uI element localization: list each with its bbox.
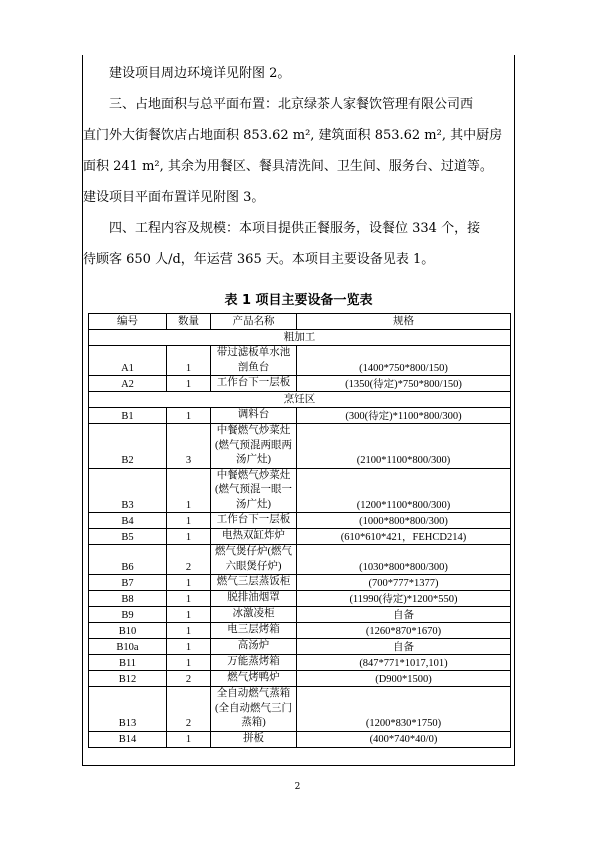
paragraph-scope <box>83 213 513 275</box>
cell-qty: 1 <box>167 623 211 639</box>
cell-id: A1 <box>89 346 167 376</box>
table-body <box>89 330 511 748</box>
cell-qty: 1 <box>167 529 211 545</box>
table-row <box>89 623 511 639</box>
paragraph-environment <box>83 58 513 89</box>
cell-id: B3 <box>89 468 167 513</box>
cell-id: B10 <box>89 623 167 639</box>
text-line: 直门外大街餐饮店占地面积 853.62 m², 建筑面积 853.62 m², 其中厨房 <box>83 128 503 143</box>
cell-spec: 自备 <box>297 607 511 623</box>
cell-spec: (1350(待定)*750*800/150) <box>297 376 511 392</box>
cell-qty: 1 <box>167 591 211 607</box>
cell-name: 调料台 <box>211 408 297 424</box>
cell-name: 电热双缸炸炉 <box>211 529 297 545</box>
cell-id: B12 <box>89 671 167 687</box>
cell-spec: (2100*1100*800/300) <box>297 424 511 469</box>
table-row <box>89 591 511 607</box>
table-header-row <box>89 314 511 330</box>
cell-name: 电三层烤箱 <box>211 623 297 639</box>
cell-qty: 1 <box>167 376 211 392</box>
cell-spec: 自备 <box>297 639 511 655</box>
cell-spec: (1200*1100*800/300) <box>297 468 511 513</box>
page-number: 2 <box>294 782 301 792</box>
cell-spec: (11990(待定)*1200*550) <box>297 591 511 607</box>
cell-qty: 1 <box>167 513 211 529</box>
section-label: 烹饪区 <box>89 392 511 408</box>
header-name: 产品名称 <box>211 314 297 330</box>
table-section-row <box>89 392 511 408</box>
table-row <box>89 639 511 655</box>
cell-id: B9 <box>89 607 167 623</box>
cell-name: 工作台下一层板 <box>211 513 297 529</box>
paragraph-land-area <box>83 89 513 213</box>
cell-qty: 2 <box>167 671 211 687</box>
header-id: 编号 <box>89 314 167 330</box>
header-spec: 规格 <box>297 314 511 330</box>
cell-name: 中餐燃气炒菜灶(燃气预混两眼两汤广灶) <box>211 424 297 469</box>
cell-name: 冰激凌柜 <box>211 607 297 623</box>
table-row <box>89 731 511 747</box>
table-row <box>89 575 511 591</box>
table-row <box>89 376 511 392</box>
text-line: 建设项目周边环境详见附图 2。 <box>109 66 291 81</box>
cell-name: 全自动燃气蒸箱(全自动燃气三门蒸箱) <box>211 687 297 732</box>
table-row <box>89 513 511 529</box>
cell-spec: (1030*800*800/300) <box>297 545 511 575</box>
header-qty: 数量 <box>167 314 211 330</box>
cell-name: 脱排油烟罩 <box>211 591 297 607</box>
cell-qty: 3 <box>167 424 211 469</box>
cell-id: B10a <box>89 639 167 655</box>
section-label: 粗加工 <box>89 330 511 346</box>
cell-qty: 1 <box>167 607 211 623</box>
table-row <box>89 346 511 376</box>
table-row <box>89 545 511 575</box>
cell-id: B6 <box>89 545 167 575</box>
cell-id: B1 <box>89 408 167 424</box>
cell-qty: 2 <box>167 545 211 575</box>
cell-spec: (700*777*1377) <box>297 575 511 591</box>
cell-name: 燃气三层蒸饭柜 <box>211 575 297 591</box>
cell-name: 高汤炉 <box>211 639 297 655</box>
cell-id: B8 <box>89 591 167 607</box>
table-caption: 表 1 项目主要设备一览表 <box>224 293 373 308</box>
cell-id: A2 <box>89 376 167 392</box>
cell-qty: 1 <box>167 408 211 424</box>
cell-name: 燃气烤鸭炉 <box>211 671 297 687</box>
cell-qty: 1 <box>167 655 211 671</box>
cell-spec: (1000*800*800/300) <box>297 513 511 529</box>
cell-spec: (400*740*40/0) <box>297 731 511 747</box>
cell-name: 燃气煲仔炉(燃气六眼煲仔炉) <box>211 545 297 575</box>
cell-qty: 1 <box>167 575 211 591</box>
cell-spec: (1200*830*1750) <box>297 687 511 732</box>
cell-name: 带过滤板单水池剖鱼台 <box>211 346 297 376</box>
text-line: 待顾客 650 人/d，年运营 365 天。本项目主要设备见表 1。 <box>83 252 435 267</box>
table-section-row <box>89 330 511 346</box>
cell-qty: 2 <box>167 687 211 732</box>
cell-spec: (610*610*421，FEHCD214) <box>297 529 511 545</box>
table-row <box>89 529 511 545</box>
text-line: 面积 241 m², 其余为用餐区、餐具清洗间、卫生间、服务台、过道等。 <box>83 159 493 174</box>
cell-id: B7 <box>89 575 167 591</box>
text-line: 三、占地面积与总平面布置：北京绿茶人家餐饮管理有限公司西 <box>109 97 474 112</box>
table-row <box>89 687 511 732</box>
cell-id: B4 <box>89 513 167 529</box>
cell-spec: (1260*870*1670) <box>297 623 511 639</box>
text-line: 四、工程内容及规模：本项目提供正餐服务，设餐位 334 个，接 <box>109 221 481 236</box>
table-row <box>89 671 511 687</box>
cell-name: 拼板 <box>211 731 297 747</box>
cell-name: 中餐燃气炒菜灶(燃气预混一眼一汤广灶) <box>211 468 297 513</box>
cell-id: B14 <box>89 731 167 747</box>
cell-id: B13 <box>89 687 167 732</box>
cell-qty: 1 <box>167 346 211 376</box>
cell-qty: 1 <box>167 468 211 513</box>
cell-id: B5 <box>89 529 167 545</box>
cell-spec: (300(待定)*1100*800/300) <box>297 408 511 424</box>
table-row <box>89 424 511 469</box>
cell-spec: (1400*750*800/150) <box>297 346 511 376</box>
cell-qty: 1 <box>167 731 211 747</box>
table-row <box>89 408 511 424</box>
cell-name: 万能蒸烤箱 <box>211 655 297 671</box>
cell-id: B2 <box>89 424 167 469</box>
table-row <box>89 607 511 623</box>
table-row <box>89 655 511 671</box>
cell-id: B11 <box>89 655 167 671</box>
cell-name: 工作台下一层板 <box>211 376 297 392</box>
table-row <box>89 468 511 513</box>
cell-qty: 1 <box>167 639 211 655</box>
text-line: 建设项目平面布置详见附图 3。 <box>83 190 265 205</box>
cell-spec: (D900*1500) <box>297 671 511 687</box>
cell-spec: (847*771*1017,101) <box>297 655 511 671</box>
equipment-table <box>88 313 511 748</box>
